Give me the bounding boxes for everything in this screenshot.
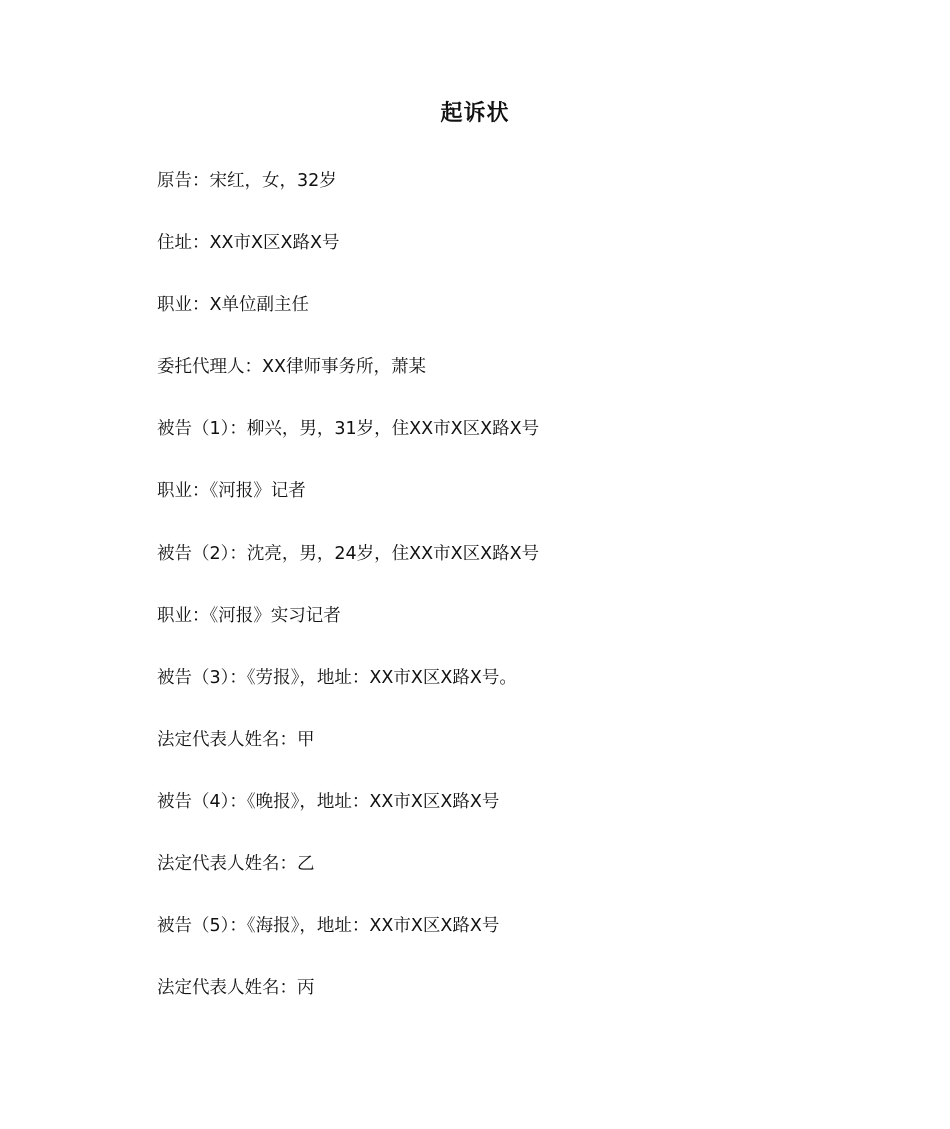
plaintiff-address-line: 住址：XX市X区X路X号: [157, 233, 340, 254]
defendant-5-representative-line: 法定代表人姓名：丙: [157, 978, 315, 999]
defendant-1-occupation-line: 职业：《河报》记者: [157, 481, 306, 502]
defendant-3-line: 被告（3）：《劳报》，地址：XX市X区X路X号。: [157, 667, 517, 688]
defendant-2-occupation-line: 职业：《河报》实习记者: [157, 605, 341, 626]
document-title: 起诉状: [440, 101, 510, 126]
defendant-3-representative-line: 法定代表人姓名：甲: [157, 729, 315, 750]
defendant-2-line: 被告（2）：沈亮，男，24岁，住XX市X区X路X号: [157, 543, 540, 564]
defendant-4-line: 被告（4）：《晚报》，地址：XX市X区X路X号: [157, 791, 500, 812]
document-body: [157, 168, 857, 1037]
plaintiff-occupation-line: 职业：X单位副主任: [157, 295, 309, 316]
defendant-4-representative-line: 法定代表人姓名：乙: [157, 854, 315, 875]
agent-line: 委托代理人：XX律师事务所，萧某: [157, 357, 426, 378]
plaintiff-line: 原告：宋红，女，32岁: [157, 171, 337, 191]
defendant-5-line: 被告（5）：《海报》，地址：XX市X区X路X号: [157, 916, 500, 937]
defendant-1-line: 被告（1）：柳兴，男，31岁，住XX市X区X路X号: [157, 419, 540, 440]
